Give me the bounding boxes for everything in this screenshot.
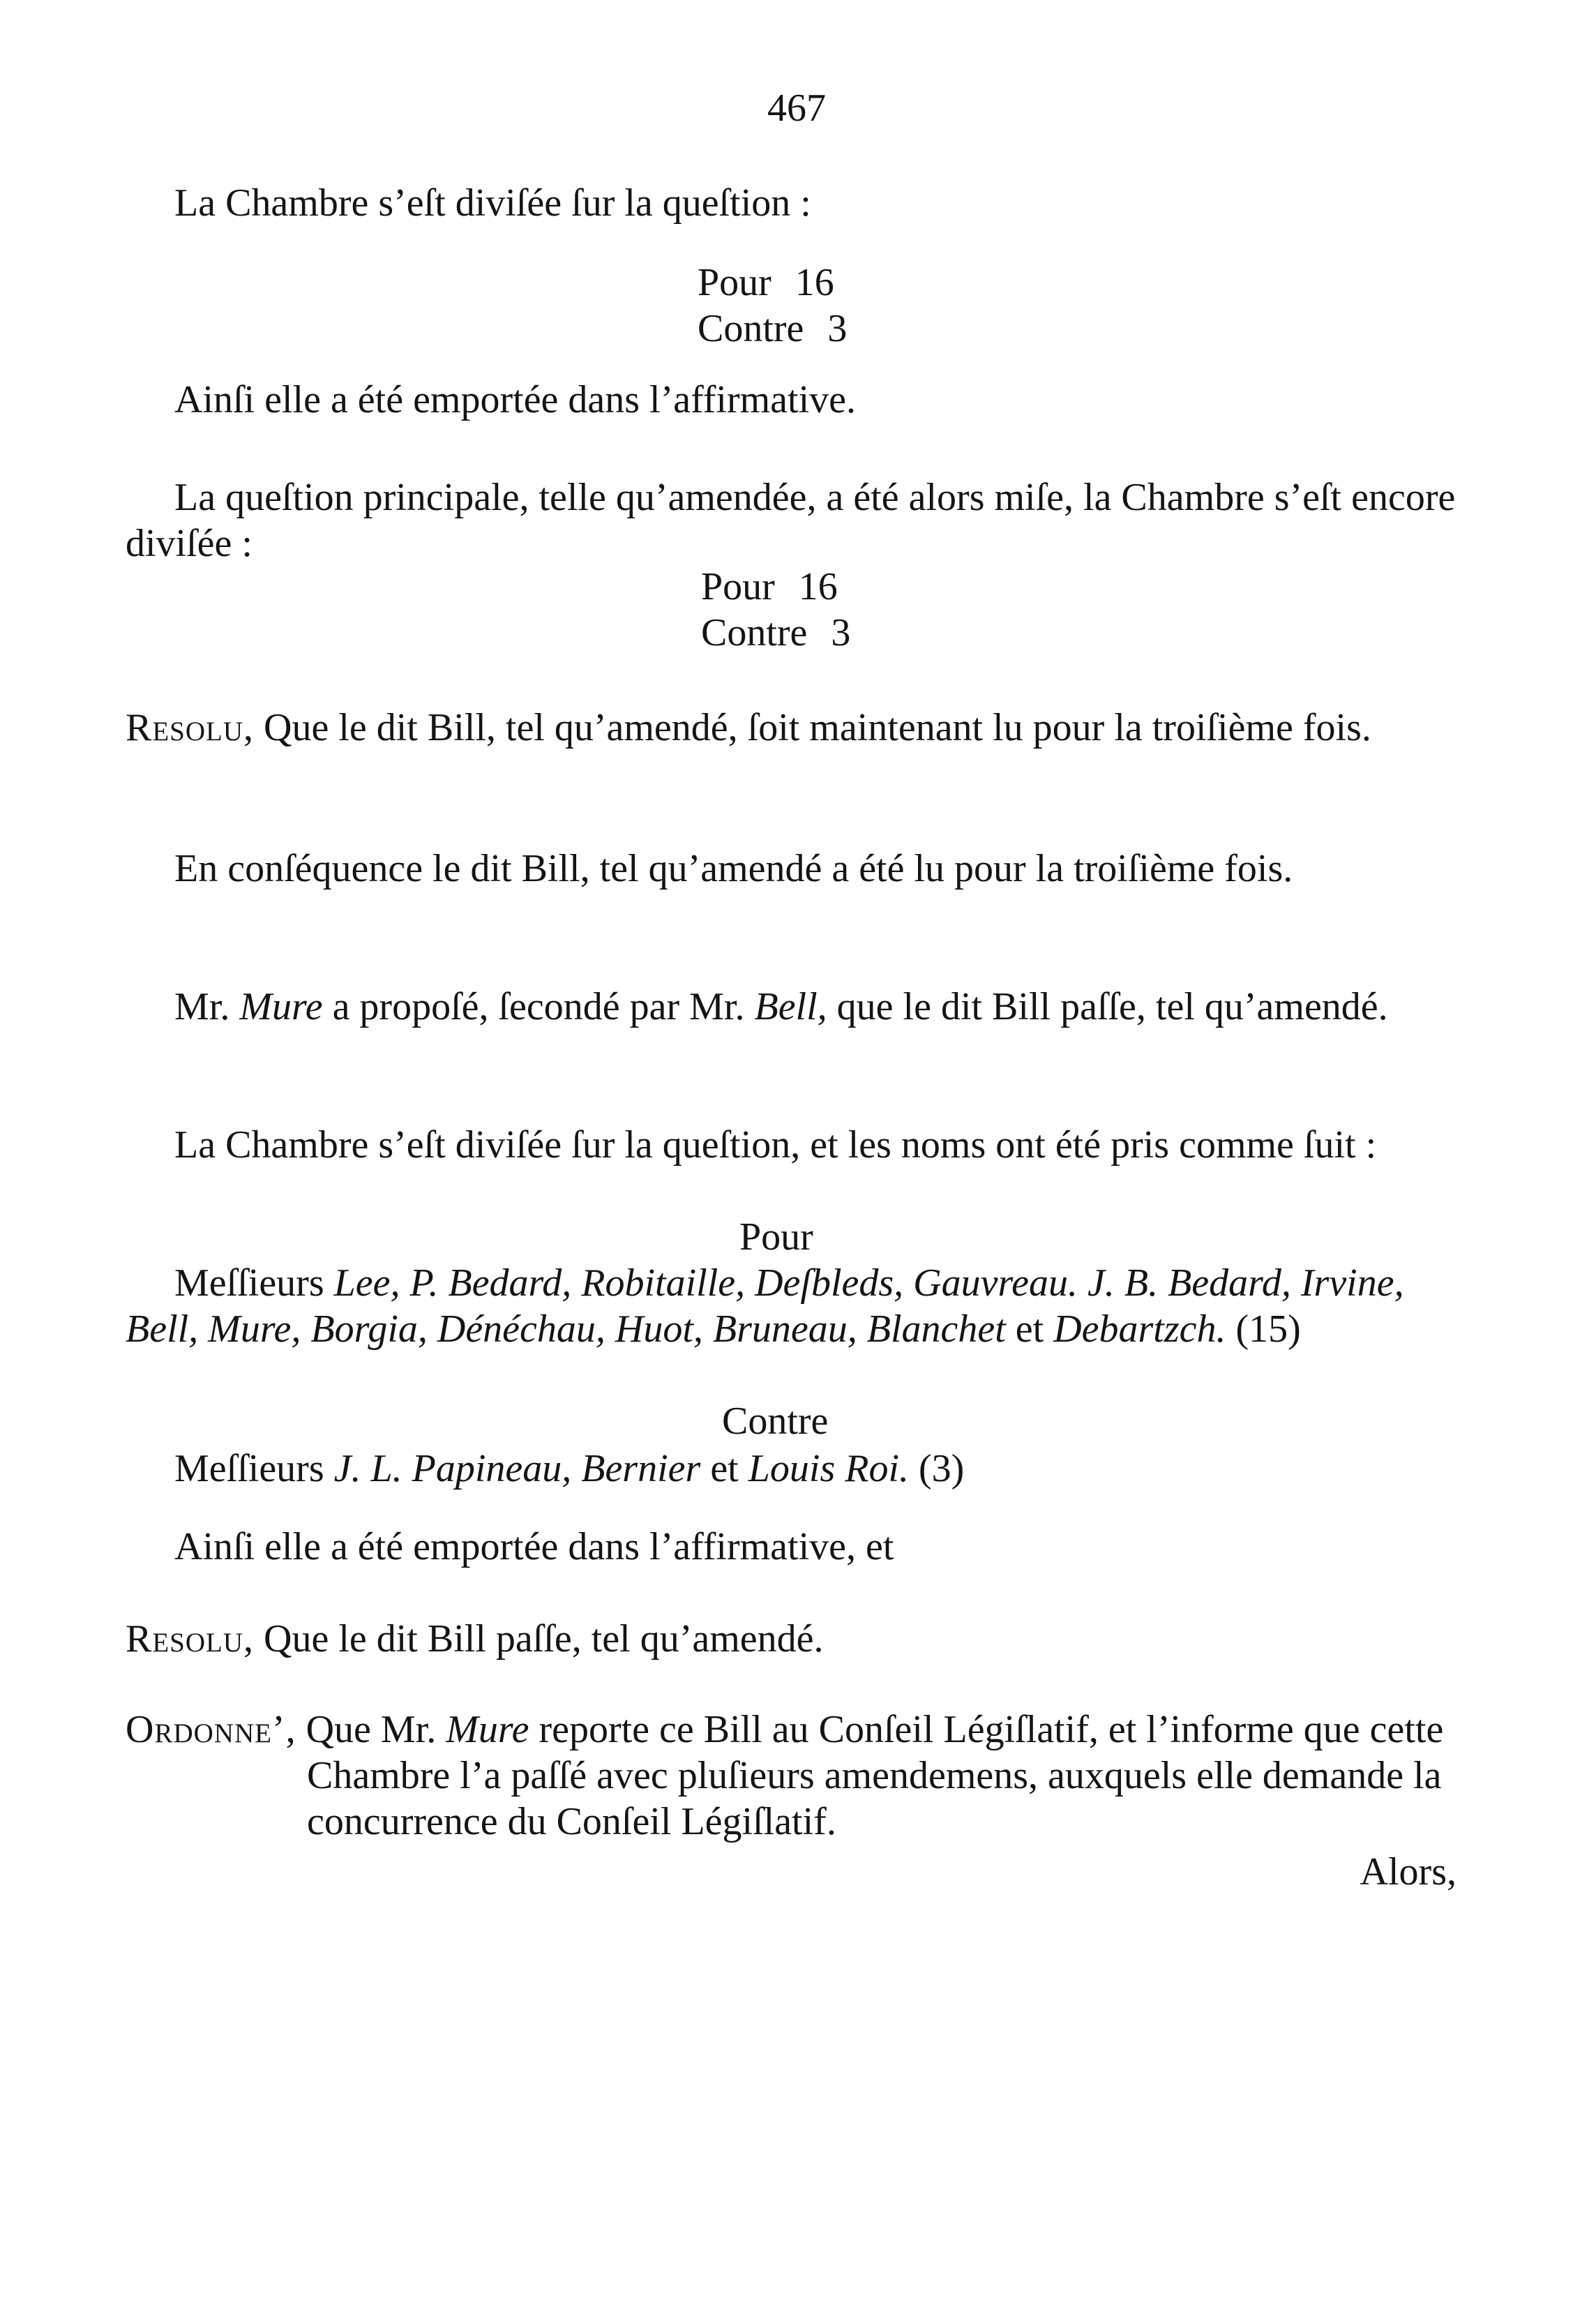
- page-number: 467: [767, 87, 826, 130]
- vote-contre-count: 3: [827, 307, 848, 350]
- resolution-bill-passes: [126, 1616, 1465, 1662]
- paragraph-motion: Mr. Mure a propoſé, ſecondé par Mr. Bell, que le dit Bill paſſe, tel qu’amendé.: [174, 985, 1388, 1028]
- vote-contre-label: Contre: [701, 611, 808, 654]
- member-name: Mure: [239, 985, 323, 1028]
- paragraph-chamber-divided: La Chambre s’eſt diviſée ſur la queſtion :: [174, 181, 811, 225]
- catchword: Alors,: [1360, 1850, 1456, 1894]
- pour-names-list: Meſſieurs Lee, P. Bedard, Robitaille, Deſbleds, Gauvreau. J. B. Bedard, Irvine, Bell, Mure, Borgia, Dénéchau, Huot, Bruneau, Blanchet et Debartzch. (15): [126, 1261, 1404, 1351]
- resolu-text: Que le dit Bill paſſe, tel qu’amendé.: [264, 1617, 824, 1660]
- vote-contre-count: 3: [831, 611, 851, 654]
- member-name: Mure: [446, 1708, 529, 1751]
- vote-pour-count: 16: [798, 565, 838, 608]
- contre-names: J. L. Papineau, Bernier: [333, 1447, 701, 1490]
- paragraph-names-taken: La Chambre s’eſt diviſée ſur la queſtion, et les noms ont été pris comme ſuit :: [174, 1123, 1377, 1167]
- resolu-label: Resolu,: [126, 706, 255, 749]
- paragraph-consequence: En conſéquence le dit Bill, tel qu’amendé a été lu pour la troiſième fois.: [174, 847, 1293, 890]
- pour-count: (15): [1235, 1307, 1301, 1351]
- resolu-text: Que le dit Bill, tel qu’amendé, ſoit maintenant lu pour la troiſième fois.: [264, 706, 1371, 749]
- paragraph-affirmative-2: Ainſi elle a été emportée dans l’affirmative, et: [174, 1525, 894, 1568]
- vote-pour-label: Pour: [701, 565, 775, 608]
- contre-names-list: Meſſieurs J. L. Papineau, Bernier et Louis Roi. (3): [174, 1447, 965, 1490]
- resolu-label: Resolu,: [126, 1617, 255, 1660]
- order-report-to-council: Ordonne’, Que Mr. Mure reporte ce Bill au Conſeil Légiſlatif, et l’informe que cette Chambre l’a paſſé avec pluſieurs amendemens, auxquels elle demande la concurrence du Conſeil Légiſlatif.: [126, 1708, 1444, 1843]
- vote-pour-count: 16: [795, 261, 834, 304]
- contre-count: (3): [919, 1447, 965, 1490]
- paragraph-main-question: La queſtion principale, telle qu’amendée, a été alors miſe, la Chambre s’eſt encore diviſée :: [126, 476, 1456, 565]
- vote-tally-2: [701, 564, 850, 656]
- contre-heading: Contre: [722, 1400, 829, 1443]
- vote-pour-label: Pour: [698, 261, 771, 304]
- member-name: Bell,: [754, 985, 827, 1028]
- resolution-third-reading: [126, 705, 1465, 751]
- pour-names: Lee, P. Bedard, Robitaille, Deſbleds, Gauvreau. J. B. Bedard, Irvine, Bell, Mure, Borgia, Dénéchau, Huot, Bruneau, Blanchet: [126, 1261, 1404, 1351]
- vote-contre-label: Contre: [698, 307, 804, 350]
- vote-tally-1: [698, 260, 847, 352]
- pour-heading: Pour: [739, 1215, 813, 1259]
- paragraph-affirmative-1: Ainſi elle a été emportée dans l’affirmative.: [174, 378, 856, 421]
- ordonne-label: Ordonne’,: [126, 1708, 296, 1751]
